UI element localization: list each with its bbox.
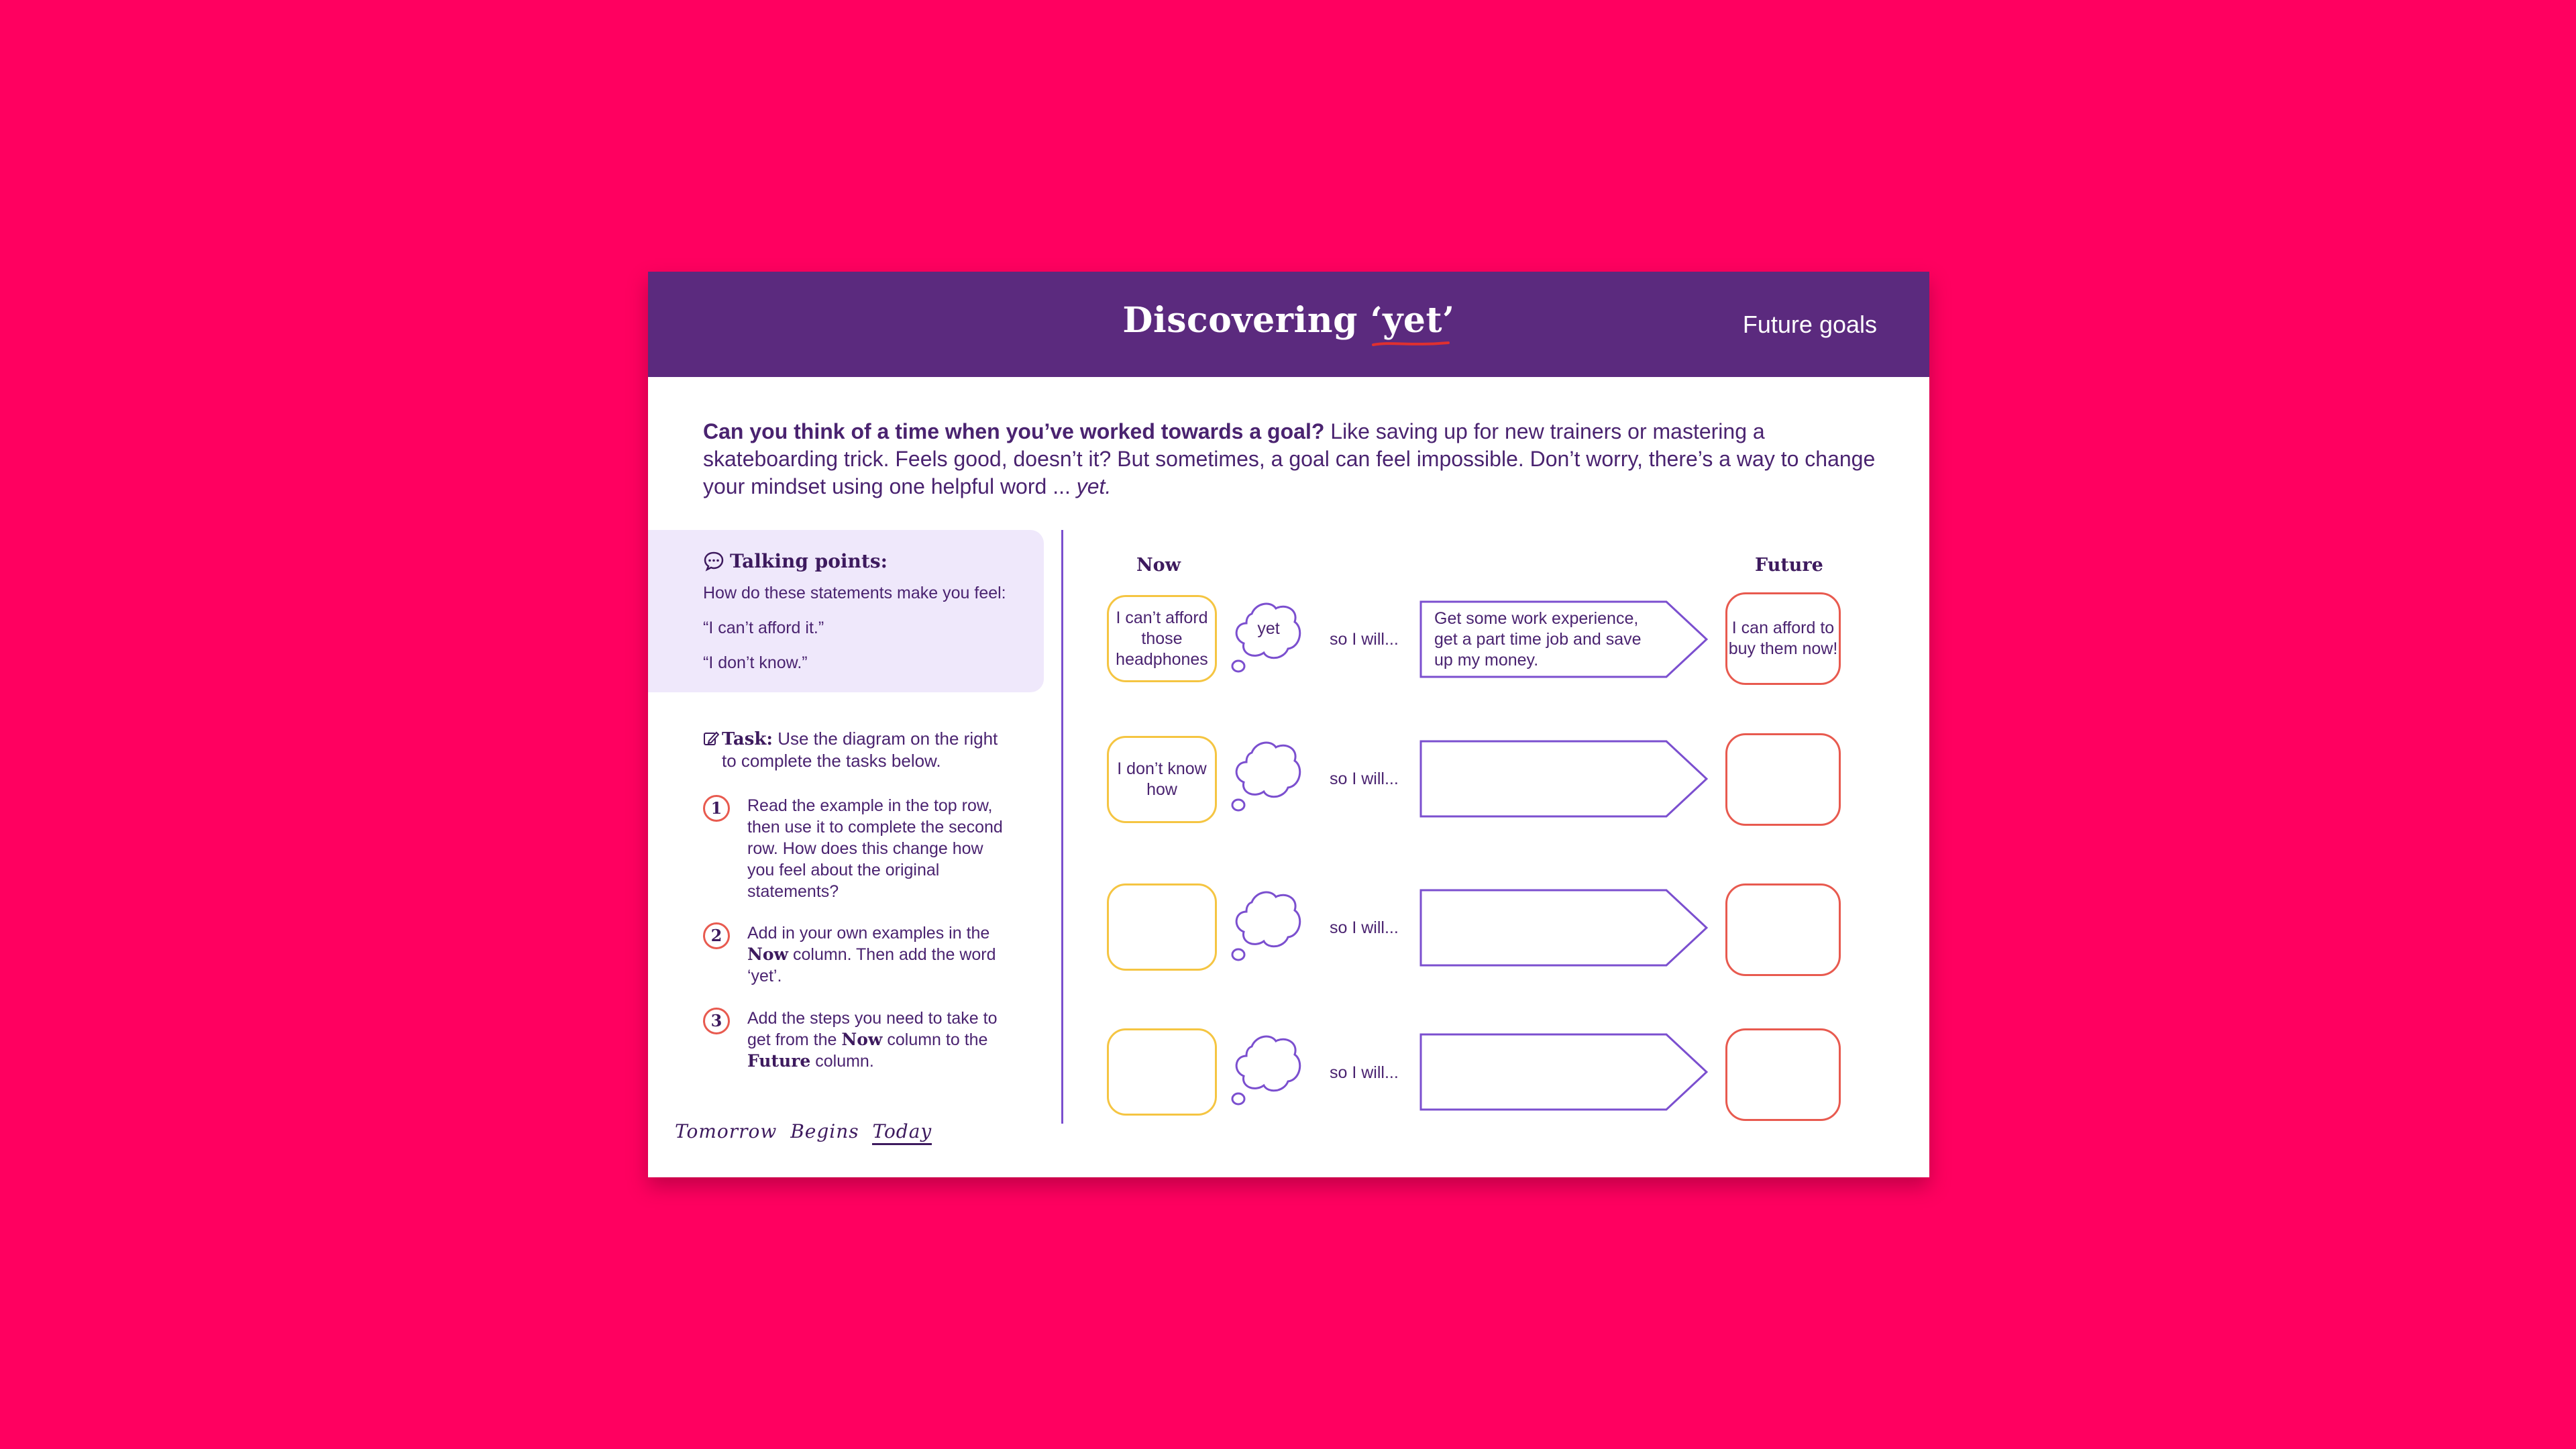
so-i-will-label: so I will... [1330, 918, 1399, 937]
now-box[interactable]: I can’t afford those headphones [1107, 595, 1217, 682]
header-bar [648, 272, 1929, 377]
intro-paragraph [703, 418, 1884, 500]
intro-yet: yet. [1076, 474, 1112, 498]
thought-cloud-icon [1229, 889, 1307, 964]
task-instructions [703, 728, 1012, 771]
task-label: Task: [722, 729, 773, 749]
talking-point-item: “I don’t know.” [703, 653, 808, 672]
future-box[interactable] [1725, 733, 1841, 826]
task-step-3 [703, 1008, 1012, 1072]
talking-point-item: “I can’t afford it.” [703, 619, 824, 637]
footer-logo [675, 1120, 932, 1142]
future-box[interactable] [1725, 1028, 1841, 1121]
steps-arrow-box[interactable] [1419, 1033, 1708, 1111]
thought-bubble[interactable] [1229, 1033, 1307, 1108]
task-text: Use the diagram on the right to complete the tasks below. [722, 729, 998, 771]
talking-points-question: How do these statements make you feel: [703, 584, 1006, 602]
title-main: Discovering [1122, 300, 1371, 341]
task-step-1 [703, 795, 1012, 902]
arrow-shape [1419, 740, 1708, 818]
thought-bubble[interactable] [1229, 739, 1307, 814]
thought-text: yet [1257, 619, 1280, 638]
column-divider [1061, 530, 1063, 1124]
talking-points-panel [648, 530, 1044, 692]
pencil-icon [703, 731, 719, 747]
so-i-will-label: so I will... [1330, 769, 1399, 788]
steps-text: Get some work experience, get a part time job and save up my money. [1434, 609, 1642, 669]
underline-squiggle-icon [1371, 339, 1451, 347]
now-column-heading: Now [1136, 555, 1181, 576]
title-yet-text: ‘yet’ [1370, 300, 1455, 341]
talking-points-title: Talking points: [730, 550, 888, 572]
now-box[interactable]: I don’t know how [1107, 736, 1217, 823]
so-i-will-label: so I will... [1330, 1063, 1399, 1082]
thought-cloud-icon [1229, 739, 1307, 814]
steps-arrow-box[interactable] [1419, 600, 1708, 678]
talking-points-heading [703, 550, 888, 572]
arrow-shape [1419, 1033, 1708, 1111]
step-text: Read the example in the top row, then use it to complete the second row. How does this change how you feel about the original statements? [747, 796, 1003, 901]
logo-word: Tomorrow [675, 1120, 777, 1142]
intro-body: Like saving up for new trainers or mastering a skateboarding trick. Feels good, doesn’t it? But sometimes, a goal can feel impossible. Don’t worry, there’s a way to change your mindset using one helpful word ... [703, 419, 1876, 498]
step-number: 3 [703, 1008, 730, 1034]
now-box[interactable] [1107, 1028, 1217, 1116]
steps-arrow-box[interactable] [1419, 889, 1708, 967]
step-number: 1 [703, 795, 730, 822]
steps-arrow-box[interactable] [1419, 740, 1708, 818]
step-number: 2 [703, 922, 730, 949]
intro-question: Can you think of a time when you’ve worked towards a goal? [703, 419, 1325, 443]
task-step-2 [703, 922, 1012, 987]
future-column-heading: Future [1755, 555, 1823, 576]
so-i-will-label: so I will... [1330, 630, 1399, 649]
logo-word: Begins [790, 1120, 859, 1142]
thought-cloud-icon [1229, 1033, 1307, 1108]
worksheet-card [648, 272, 1929, 1177]
step-text: Add in your own examples in the Now column. Then add the word ‘yet’. [747, 924, 996, 985]
thought-bubble[interactable] [1229, 600, 1307, 676]
page-title [648, 300, 1929, 341]
now-box[interactable] [1107, 883, 1217, 971]
thought-bubble[interactable] [1229, 889, 1307, 964]
title-yet [1371, 300, 1455, 341]
arrow-shape [1419, 889, 1708, 967]
step-text: Add the steps you need to take to get from the Now column to the Future column. [747, 1009, 998, 1071]
topic-label: Future goals [1742, 311, 1877, 338]
future-box[interactable]: I can afford to buy them now! [1725, 592, 1841, 685]
logo-word: Today [872, 1120, 932, 1142]
future-box[interactable] [1725, 883, 1841, 976]
speech-bubble-icon [703, 550, 724, 572]
